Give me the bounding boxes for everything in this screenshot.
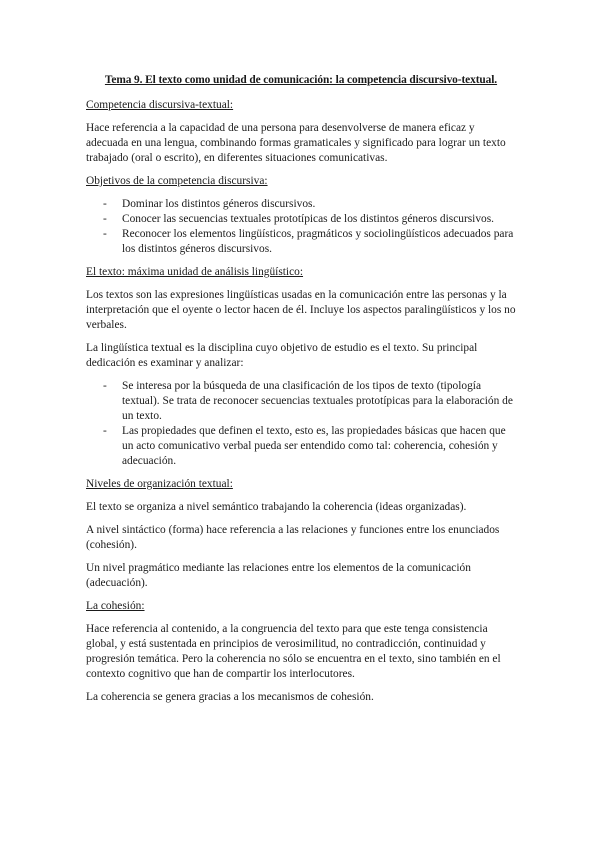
paragraph: La lingüística textual es la disciplina cuyo objetivo de estudio es el texto. Su principal dedicación es examinar y analizar: [86, 342, 478, 369]
dash-bullet: - [103, 228, 107, 240]
document-title: Tema 9. El texto como unidad de comunicación: la competencia discursivo-textual. [104, 74, 498, 86]
list-item-text: Dominar los distintos géneros discursivos. [122, 198, 316, 210]
paragraph: El texto se organiza a nivel semántico trabajando la coherencia (ideas organizadas). [86, 501, 467, 513]
paragraph: Un nivel pragmático mediante las relaciones entre los elementos de la comunicación (adecuación). [86, 562, 471, 589]
paragraph: La coherencia se genera gracias a los mecanismos de cohesión. [86, 691, 374, 703]
section-heading: Objetivos de la competencia discursiva: [86, 175, 268, 187]
paragraph: Los textos son las expresiones lingüísticas usadas en la comunicación entre las personas y la interpretación que el oyente o lector hacen de él. Incluye los aspectos paralingüísticos y los no verbales. [86, 289, 516, 331]
list-item-text: Las propiedades que definen el texto, esto es, las propiedades básicas que hacen que un acto comunicativo verbal pueda ser entendido como tal: coherencia, cohesión y adecuación. [122, 425, 506, 467]
section-heading: Competencia discursiva-textual: [86, 99, 234, 111]
section-niveles [86, 477, 516, 591]
paragraph: Hace referencia a la capacidad de una persona para desenvolverse de manera eficaz y adecuada en una lengua, combinando formas gramaticales y significado para lograr un texto trabajado (oral o escrito), en diferentes situaciones comunicativas. [86, 122, 506, 164]
list-item [86, 379, 516, 424]
document-page [86, 73, 516, 713]
list-item-text: Se interesa por la búsqueda de una clasificación de los tipos de texto (tipología textual). Se trata de reconocer secuencias textuales prototípicas para la elaboración de un texto. [122, 380, 513, 422]
paragraph: A nivel sintáctico (forma) hace referencia a las relaciones y funciones entre los enunciados (cohesión). [86, 524, 500, 551]
dash-list [86, 379, 516, 469]
section-el-texto [86, 265, 516, 469]
dash-bullet: - [103, 425, 107, 437]
list-item [86, 227, 516, 257]
section-objetivos [86, 174, 516, 257]
list-item [86, 197, 516, 212]
section-heading: La cohesión: [86, 600, 145, 612]
dash-list [86, 197, 516, 257]
section-heading: El texto: máxima unidad de análisis lingüístico: [86, 266, 304, 278]
list-item [86, 424, 516, 469]
paragraph: Hace referencia al contenido, a la congruencia del texto para que este tenga consistencia global, y está sustentada en principios de verosimilitud, no contradicción, continuidad y progresión temática. Pero la coherencia no sólo se encuentra en el texto, sino también en el contexto cognitivo que han de compartir los interlocutores. [86, 623, 501, 680]
list-item [86, 212, 516, 227]
dash-bullet: - [103, 198, 107, 210]
section-cohesion [86, 599, 516, 705]
dash-bullet: - [103, 213, 107, 225]
section-heading: Niveles de organización textual: [86, 478, 233, 490]
list-item-text: Reconocer los elementos lingüísticos, pragmáticos y sociolingüísticos adecuados para los distintos géneros discursivos. [122, 228, 514, 255]
list-item-text: Conocer las secuencias textuales prototípicas de los distintos géneros discursivos. [122, 213, 495, 225]
section-competencia [86, 98, 516, 166]
dash-bullet: - [103, 380, 107, 392]
